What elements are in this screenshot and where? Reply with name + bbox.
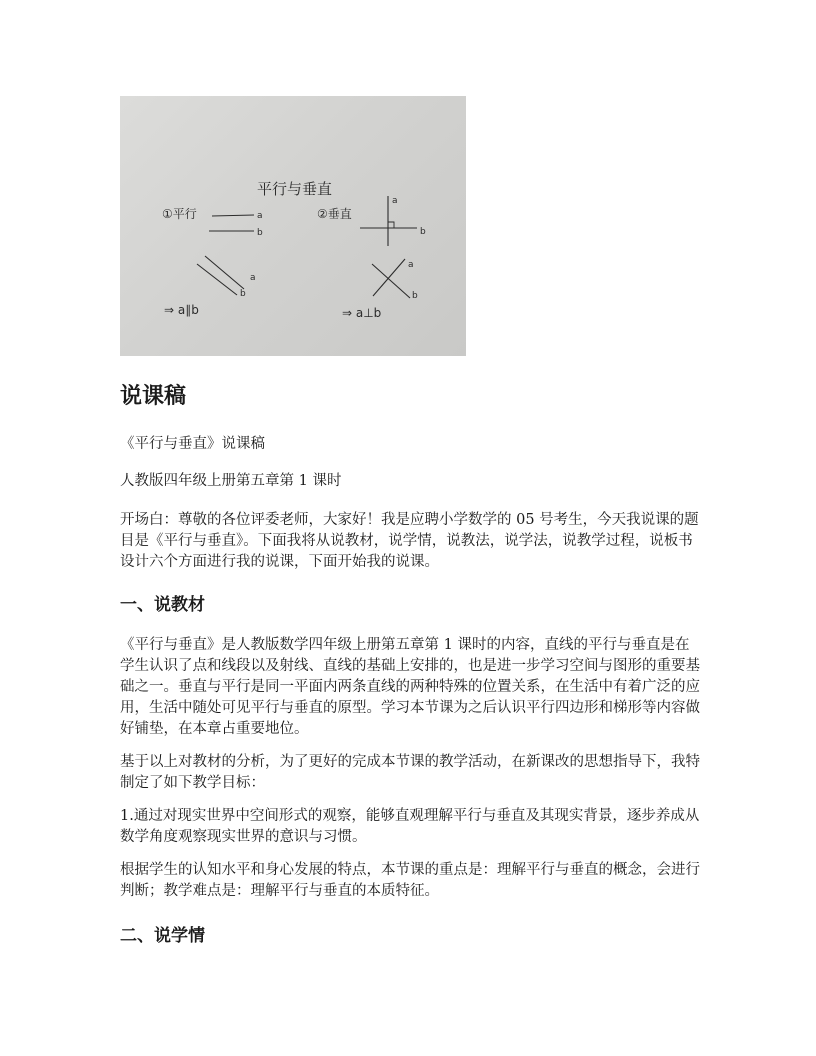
section-heading-students: 二、说学情 bbox=[120, 926, 205, 946]
edition-line: 人教版四年级上册第五章第 1 课时 bbox=[120, 473, 342, 489]
parallel-label-b: b bbox=[257, 228, 263, 238]
cross-line-b bbox=[373, 259, 405, 296]
parallel-label-a: a bbox=[257, 211, 263, 221]
parallel-conclusion: ⇒ a∥b bbox=[164, 303, 199, 317]
objectives-intro-paragraph: 基于以上对教材的分析，为了更好的完成本节课的教学活动，在新课改的思想指导下，我特制定了如下教学目标： bbox=[120, 754, 700, 791]
perpendicular-heading: ②垂直 bbox=[317, 207, 352, 221]
section-heading-textbook: 一、说教材 bbox=[120, 595, 205, 615]
diagonal-label-a: a bbox=[250, 273, 256, 283]
perpendicular-label-a: a bbox=[392, 196, 398, 206]
perpendicular-label-b: b bbox=[420, 227, 426, 237]
right-angle-mark bbox=[388, 222, 394, 228]
perpendicular-conclusion: ⇒ a⊥b bbox=[342, 306, 382, 320]
document-page bbox=[120, 96, 700, 948]
diagonal-label-b: b bbox=[240, 289, 246, 299]
handwritten-photo bbox=[120, 96, 466, 356]
objective-item-1: 1.通过对现实世界中空间形式的观察，能够直观理解平行与垂直及其现实背景，逐步养成从数学角度观察现实世界的意识与习惯。 bbox=[120, 808, 700, 845]
handwritten-sketch bbox=[120, 96, 466, 356]
key-points-paragraph: 根据学生的认知水平和身心发展的特点，本节课的重点是：理解平行与垂直的概念，会进行判断；教学难点是：理解平行与垂直的本质特征。 bbox=[120, 862, 700, 899]
parallel-heading: ①平行 bbox=[162, 207, 197, 221]
textbook-paragraph: 《平行与垂直》是人教版数学四年级上册第五章第 1 课时的内容，直线的平行与垂直是在学生认识了点和线段以及射线、直线的基础上安排的，也是进一步学习空间与图形的重要基础之一。垂直与平行是同一平面内两条直线的两种特殊的位置关系，在生活中有着广泛的应用，生活中随处可见平行与垂直的原型。学习本节课为之后认识平行四边形和梯形等内容做好铺垫，在本章占重要地位。 bbox=[120, 637, 700, 737]
opening-paragraph: 开场白：尊敬的各位评委老师，大家好！我是应聘小学数学的 05 号考生，今天我说课的题目是《平行与垂直》。下面我将从说教材，说学情，说教法，说学法，说教学过程，说板书设计六个方面进行我的说课，下面开始我的说课。 bbox=[120, 512, 699, 570]
photo-title: 平行与垂直 bbox=[257, 180, 333, 198]
diagonal-line-b bbox=[197, 264, 237, 295]
cross-label-a: a bbox=[408, 260, 414, 270]
cross-label-b: b bbox=[412, 291, 418, 301]
document-subtitle: 《平行与垂直》说课稿 bbox=[120, 436, 265, 452]
diagonal-line-a bbox=[205, 256, 244, 289]
parallel-line-a bbox=[212, 215, 254, 216]
document-title: 说课稿 bbox=[120, 384, 187, 409]
cross-line-a bbox=[372, 264, 410, 298]
